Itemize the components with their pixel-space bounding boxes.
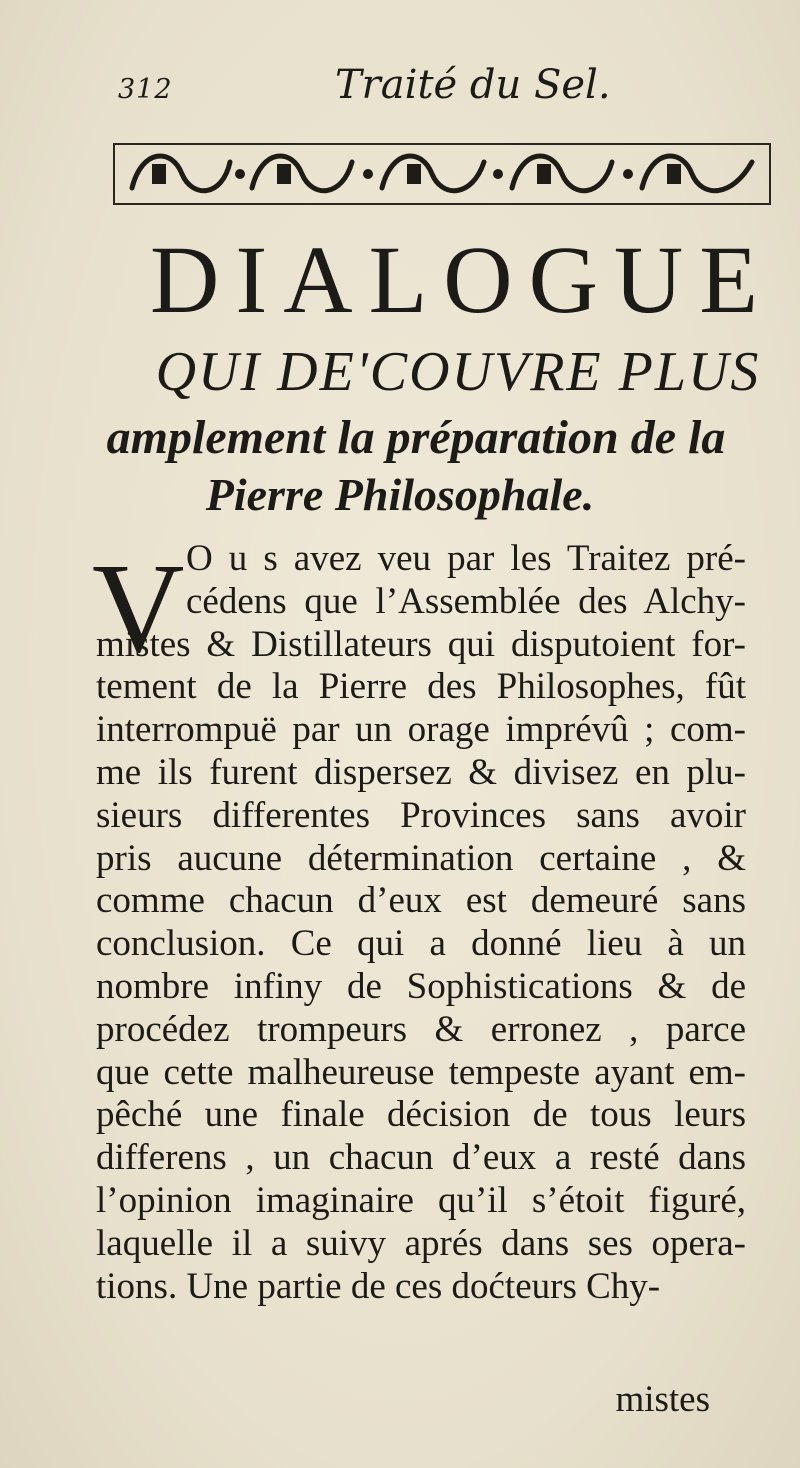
text-line: cédens que l’Assemblée des Alchy- [186, 580, 746, 622]
text-line: que cette malheureuse tempeste ayant em- [96, 1051, 746, 1093]
text-line: comme chacun d’eux est demeuré sans [96, 880, 746, 922]
text-line: pris aucune détermination certaine , & [96, 837, 746, 879]
subtitle-line-2: Pierre Philosophale. [205, 469, 595, 520]
text-line: tions. Une partie de ces doćteurs Chy- [96, 1265, 661, 1307]
page-header [0, 52, 800, 112]
drop-cap: V [92, 537, 185, 679]
text-line: sieurs differentes Provinces sans avoir [96, 794, 746, 836]
body-text [92, 537, 746, 1308]
subtitle-line-1: amplement la préparation de la [106, 411, 726, 464]
text-line: O u s avez veu par les Traitez pré- [186, 538, 746, 579]
text-line: pêché une finale décision de tous leurs [96, 1094, 746, 1136]
text-line: mistes & Distillateurs qui disputoient for- [96, 623, 746, 665]
text-line: nombre infiny de Sophistications & de [96, 965, 746, 1007]
subtitle-caps: QUI DE'COUVRE PLUS [155, 341, 761, 403]
text-line: conclusion. Ce qui a donné lieu à un [96, 923, 746, 965]
ornamental-headpiece [112, 138, 772, 210]
page-number: 312 [118, 74, 173, 105]
catchword: mistes [615, 1379, 710, 1420]
running-title: Traité du Sel. [335, 62, 611, 108]
text-line: interrompuë par un orage imprévû ; com- [96, 709, 746, 751]
text-line: differens , un chacun d’eux a resté dans [96, 1137, 746, 1179]
text-line: procédez trompeurs & erronez , parce [96, 1008, 746, 1050]
dialogue-title: DIALOGUE [150, 226, 774, 333]
text-line: tement de la Pierre des Philosophes, fût [96, 666, 746, 708]
text-line: l’opinion imaginaire qu’il s’étoit figuré, [96, 1179, 746, 1221]
text-line: me ils furent dispersez & divisez en plu- [96, 751, 746, 793]
text-line: laquelle il a suivy aprés dans ses opera- [96, 1222, 746, 1264]
